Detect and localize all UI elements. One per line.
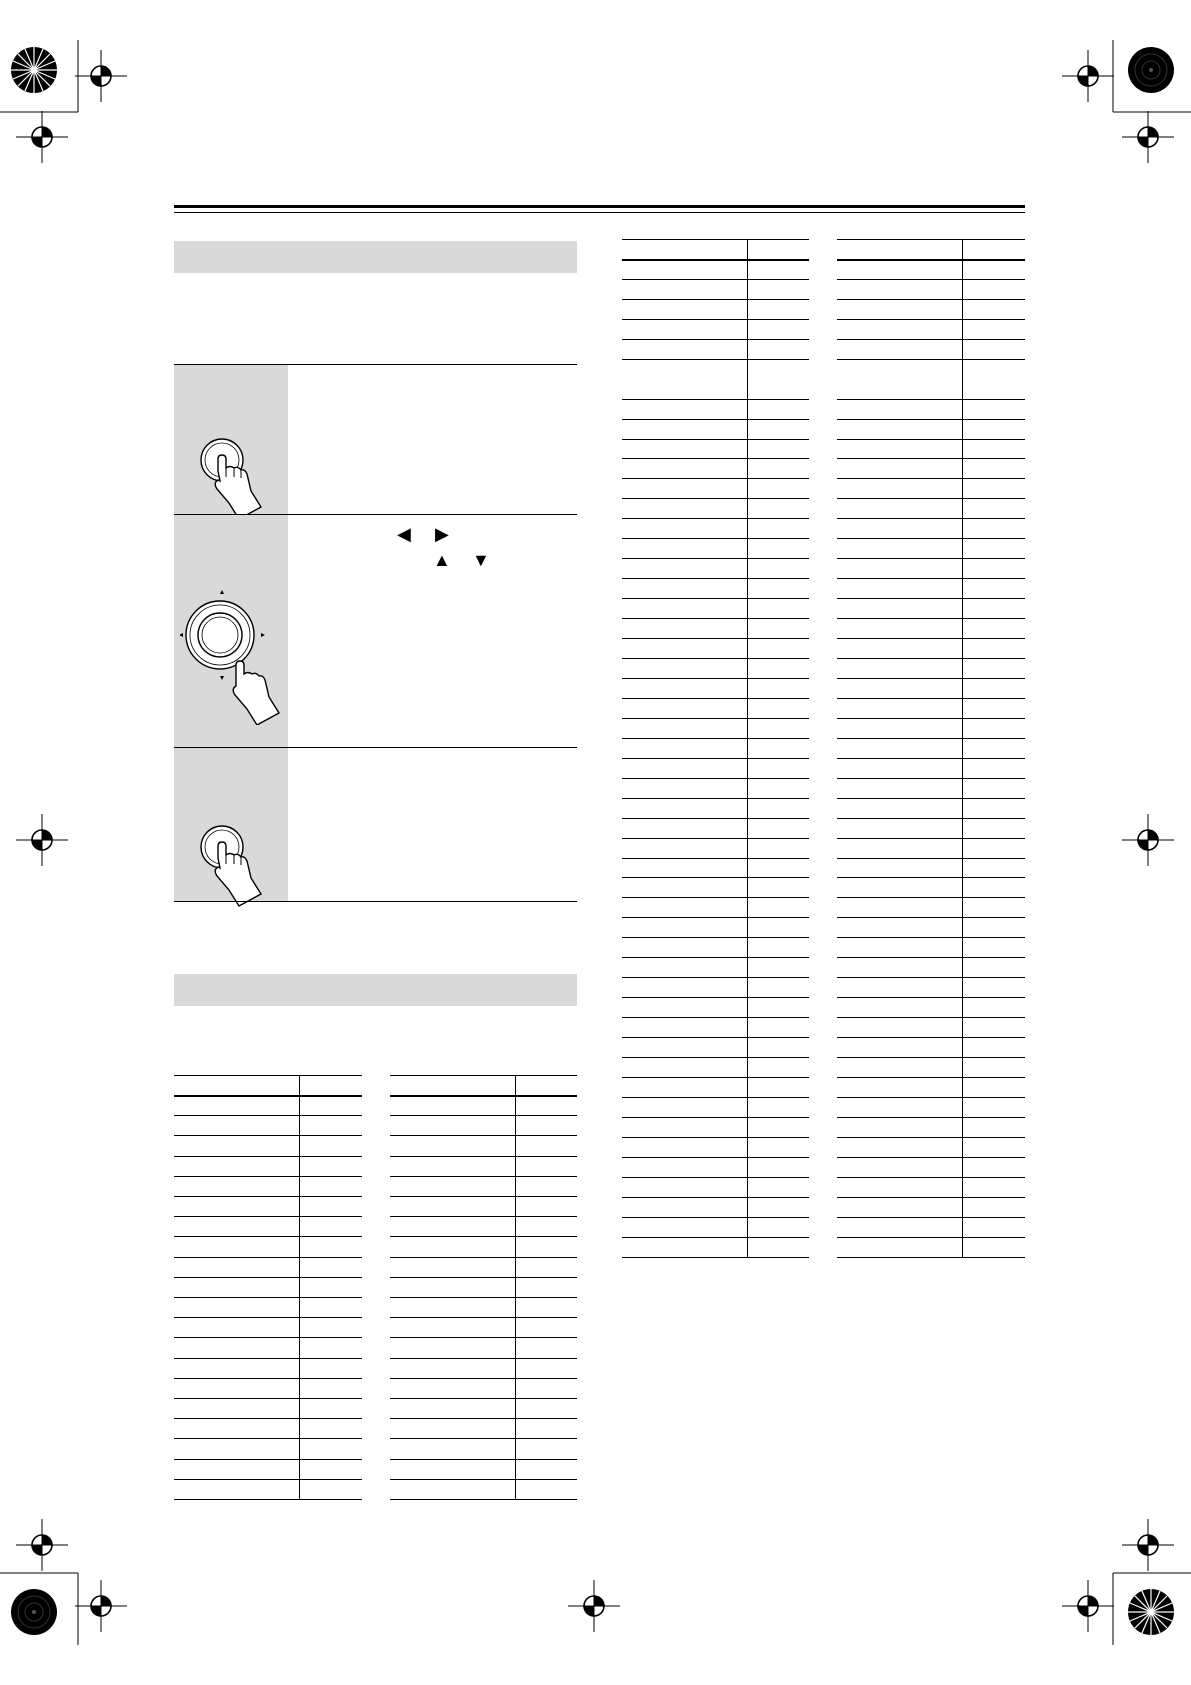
table-row-rule (837, 1137, 1025, 1138)
table-row-rule (622, 359, 809, 360)
table-row-rule (837, 877, 1025, 878)
table-row-rule (622, 498, 809, 499)
table-row-rule (390, 1418, 577, 1419)
table-row-rule (837, 1197, 1025, 1198)
section-1-heading-band (174, 241, 577, 273)
table-row-rule (174, 1358, 362, 1359)
table-row-rule (837, 1017, 1025, 1018)
table-row-rule (837, 897, 1025, 898)
table-row-rule (622, 997, 809, 998)
table-row-rule (622, 638, 809, 639)
table-row-rule (837, 1177, 1025, 1178)
table-row-rule (837, 319, 1025, 320)
table-row-rule (390, 1216, 577, 1217)
table-row-rule (622, 1037, 809, 1038)
table-row-rule (622, 1077, 809, 1078)
arrow-pad-icon (180, 585, 285, 725)
up-arrow-glyph: ▲ (433, 550, 451, 570)
table-row-rule (837, 279, 1025, 280)
table-row-rule (837, 618, 1025, 619)
table-row-rule (174, 1216, 362, 1217)
table-column-separator (962, 239, 963, 1257)
code-table-bottom-right (390, 1075, 577, 1501)
steps-bottom-rule (174, 901, 577, 902)
table-row-rule (390, 1196, 577, 1197)
table-header-rule (837, 259, 1025, 261)
table-row-rule (837, 917, 1025, 918)
table-row-rule (837, 818, 1025, 819)
table-row-rule (622, 678, 809, 679)
table-row-rule (837, 399, 1025, 400)
table-row-rule (837, 1057, 1025, 1058)
table-row-rule (837, 1117, 1025, 1118)
table-row-rule (837, 678, 1025, 679)
table-row-rule (837, 1037, 1025, 1038)
table-row-rule (622, 618, 809, 619)
table-row-rule (390, 1337, 577, 1338)
table-row-rule (174, 1317, 362, 1318)
table-row-rule (837, 1097, 1025, 1098)
table-row-rule (622, 1157, 809, 1158)
table-row-rule (174, 1337, 362, 1338)
table-row-rule (622, 478, 809, 479)
table-row-rule (622, 698, 809, 699)
table-row-rule (837, 518, 1025, 519)
table-row-rule (622, 458, 809, 459)
header-rule-thin (174, 212, 1025, 213)
table-row-rule (837, 439, 1025, 440)
table-row-rule (837, 1257, 1025, 1258)
table-row-rule (837, 1157, 1025, 1158)
table-row-rule (622, 798, 809, 799)
table-row-rule (837, 638, 1025, 639)
table-row-rule (174, 1135, 362, 1136)
table-row-rule (622, 1117, 809, 1118)
table-row-rule (622, 1217, 809, 1218)
table-row-rule (390, 1378, 577, 1379)
table-row-rule (622, 658, 809, 659)
table-row-rule (837, 419, 1025, 420)
table-row-rule (622, 319, 809, 320)
table-row-rule (390, 1499, 577, 1500)
table-row-rule (622, 917, 809, 918)
table-row-rule (622, 818, 809, 819)
table-row-rule (174, 1156, 362, 1157)
header-rule-thick (174, 205, 1025, 208)
table-row-rule (174, 1236, 362, 1237)
table-row-rule (390, 1135, 577, 1136)
table-column-separator (299, 1075, 300, 1499)
table-row-rule (837, 838, 1025, 839)
table-row-rule (390, 1236, 577, 1237)
table-row-rule (174, 1176, 362, 1177)
table-row-rule (837, 698, 1025, 699)
table-row-rule (622, 957, 809, 958)
table-row-rule (622, 1237, 809, 1238)
table-row-rule (390, 1277, 577, 1278)
table-row-rule (622, 778, 809, 779)
table-row-rule (174, 1418, 362, 1419)
table-row-rule (622, 1177, 809, 1178)
table-row-rule (174, 1196, 362, 1197)
push-button-icon (195, 822, 275, 907)
table-row-rule (622, 897, 809, 898)
table-row-rule (622, 1017, 809, 1018)
table-row-rule (622, 1257, 809, 1258)
table-row-rule (622, 877, 809, 878)
table-row-rule (837, 578, 1025, 579)
table-row-rule (837, 778, 1025, 779)
table-row-rule (174, 1297, 362, 1298)
table-row-rule (837, 498, 1025, 499)
table-row-rule (622, 339, 809, 340)
table-row-rule (390, 1317, 577, 1318)
code-table-bottom-left (174, 1075, 362, 1501)
table-row-rule (390, 1115, 577, 1116)
table-row-rule (622, 858, 809, 859)
table-row-rule (837, 359, 1025, 360)
table-row-rule (390, 1297, 577, 1298)
table-column-separator (515, 1075, 516, 1499)
table-row-rule (622, 1197, 809, 1198)
table-row-rule (837, 458, 1025, 459)
table-row-rule (622, 1057, 809, 1058)
table-row-rule (390, 1479, 577, 1480)
table-row-rule (174, 1479, 362, 1480)
table-row-rule (174, 1438, 362, 1439)
table-row-rule (837, 937, 1025, 938)
table-row-rule (622, 838, 809, 839)
table-row-rule (837, 658, 1025, 659)
table-row-rule (174, 1378, 362, 1379)
table-row-rule (622, 598, 809, 599)
table-row-rule (622, 279, 809, 280)
table-header-rule (390, 1095, 577, 1097)
table-row-rule (622, 937, 809, 938)
table-top-rule (174, 1075, 362, 1076)
table-row-rule (390, 1156, 577, 1157)
table-top-rule (390, 1075, 577, 1076)
table-row-rule (837, 299, 1025, 300)
table-row-rule (837, 478, 1025, 479)
table-row-rule (837, 957, 1025, 958)
table-row-rule (622, 558, 809, 559)
table-row-rule (390, 1459, 577, 1460)
table-row-rule (622, 538, 809, 539)
table-row-rule (622, 419, 809, 420)
table-row-rule (837, 1237, 1025, 1238)
table-row-rule (390, 1358, 577, 1359)
table-row-rule (837, 558, 1025, 559)
table-row-rule (390, 1398, 577, 1399)
table-row-rule (837, 997, 1025, 998)
table-row-rule (622, 399, 809, 400)
table-row-rule (174, 1499, 362, 1500)
table-row-rule (622, 738, 809, 739)
section-2-heading-band (174, 974, 577, 1006)
table-row-rule (622, 518, 809, 519)
table-header-rule (174, 1095, 362, 1097)
table-row-rule (837, 1217, 1025, 1218)
right-arrow-glyph: ▶ (435, 524, 449, 544)
table-row-rule (837, 858, 1025, 859)
table-row-rule (622, 758, 809, 759)
table-row-rule (622, 439, 809, 440)
table-row-rule (622, 718, 809, 719)
table-row-rule (174, 1257, 362, 1258)
table-row-rule (837, 798, 1025, 799)
table-column-separator (747, 239, 748, 1257)
table-row-rule (174, 1277, 362, 1278)
table-row-rule (622, 1137, 809, 1138)
table-header-rule (622, 259, 809, 261)
table-row-rule (837, 339, 1025, 340)
table-row-rule (622, 578, 809, 579)
table-row-rule (390, 1176, 577, 1177)
table-row-rule (837, 1077, 1025, 1078)
code-table-right-a (622, 239, 809, 1252)
table-row-rule (390, 1257, 577, 1258)
table-row-rule (622, 1097, 809, 1098)
table-row-rule (837, 758, 1025, 759)
table-row-rule (174, 1398, 362, 1399)
table-row-rule (837, 977, 1025, 978)
table-row-rule (837, 738, 1025, 739)
table-row-rule (837, 538, 1025, 539)
push-button-icon (195, 435, 275, 520)
table-row-rule (174, 1459, 362, 1460)
table-row-rule (390, 1438, 577, 1439)
table-top-rule (622, 239, 809, 240)
table-row-rule (622, 977, 809, 978)
table-row-rule (174, 1115, 362, 1116)
code-table-right-b (837, 239, 1025, 1252)
table-row-rule (837, 718, 1025, 719)
left-arrow-glyph: ◀ (397, 524, 411, 544)
table-row-rule (837, 598, 1025, 599)
table-row-rule (622, 299, 809, 300)
table-top-rule (837, 239, 1025, 240)
down-arrow-glyph: ▼ (472, 550, 490, 570)
